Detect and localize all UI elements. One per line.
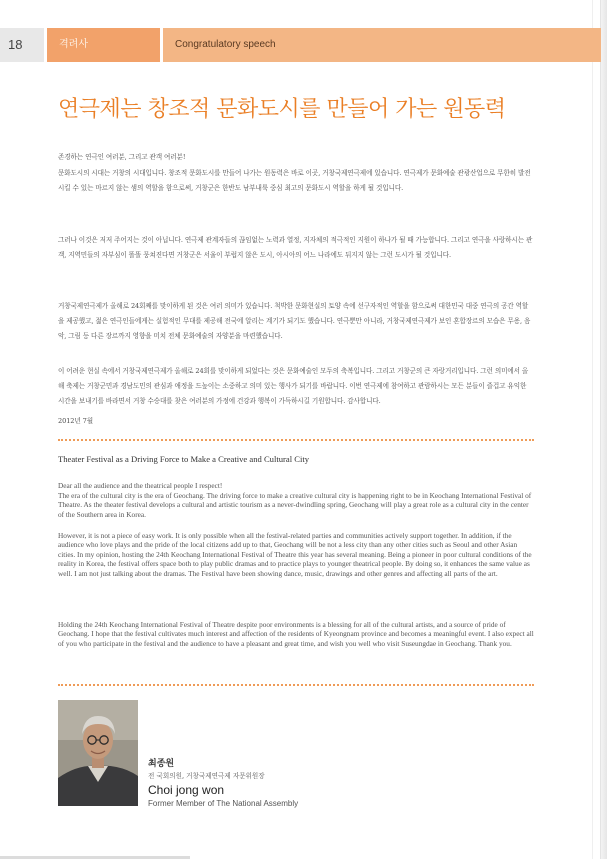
author-title-english: Former Member of The National Assembly: [148, 799, 299, 808]
dotted-divider-top: [58, 439, 534, 441]
english-paragraph-text: Dear all the audience and the theatrical people I respect! The era of the cultural city is the era of Geochang. The driving force to make a creative cultural city is happening right to be in Keochang International Festival of Theatre. As the theater festival develops a cultural and artistic tourism as a never-dwindling spring, Geochang will play a great role as a cultural city in the center of the Southern area in Korea.: [58, 481, 532, 519]
header-section-title: Congratulatory speech: [163, 28, 601, 62]
korean-paragraph-3: [58, 299, 534, 344]
english-paragraph-3: [58, 620, 534, 648]
korean-paragraph-text: 문화도시의 시대는 거창의 시대입니다. 창조적 문화도시를 만들어 나가는 원동력은 바로 이곳, 거창국제연극제에 있습니다. 연극제가 문화예술 관광산업으로 무한히 발전시킬 수 있는 마르지 않는 샘의 역할을 함으로써, 거창군은 한반도 남부내륙 중심 최고의 문화도시 역할을 하게 될 것입니다.: [58, 169, 531, 192]
page-edge: [601, 0, 607, 859]
korean-date-text: 2012년 7월: [58, 417, 94, 425]
page-edge-shadow: [592, 0, 593, 859]
korean-paragraph-text: 이 어려운 현실 속에서 거창국제연극제가 올해로 24회를 맞이하게 되었다는 것은 문화예술인 모두의 축복입니다. 그리고 거창군의 큰 자랑거리입니다. 그런 의미에서 올해 축제는 거창군민과 경남도민의 관심과 애정을 드높이는 소중하고 의미 있는 행사가 되기를 바랍니다. 이번 연극제에 참여하고 관람하시는 모든 분들이 즐겁고 유익한 시간을 보내기를 바라면서 거창 수승대를 찾은 여러분의 가정에 건강과 행복이 가득하시길 기원합니다. 감사합니다.: [58, 367, 529, 405]
author-name-english: Choi jong won: [148, 783, 225, 797]
english-paragraph-text: However, it is not a piece of easy work. It is only possible when all the festival-related parties and communities actively support together. In addition, if the audience who love plays and the pride of the local citizens add up to that, Geochang will be not a less city than any other cities such as Seoul and other Asian cities. In my opinion, hosting the 24th Keochang International Festival of Theatre this year has several meaning. Being a pioneer in poor cultural conditions of the reality in Korea, the festival offers space both to play public dramas and to practice plays to younger theatrical people. By doing so, it enhances the same value as well. I am not just talking about the dramas. The Festival have been showing dance, music, drawings and other genres and affecting all parts of the art.: [58, 531, 532, 578]
korean-paragraph-text: 그러나 이것은 저저 주어지는 것이 아닙니다. 연극제 관계자들의 끊임없는 노력과 열정, 지자체의 적극적인 지원이 하나가 될 때 가능합니다. 그리고 연극을 사랑하시는 관객, 지역민들의 자부심이 똘똘 뭉쳐진다면 거창군은 서울이 부럽지 않은 도시, 아시아의 어느 나라에도 뒤지지 않는 그런 도시가 될 것입니다.: [58, 236, 533, 259]
page-header: [0, 28, 601, 62]
korean-greeting: [58, 150, 534, 165]
english-paragraph-text: Holding the 24th Keochang International Festival of Theatre despite poor environments is a blessing for all of the cultural artists, and a source of pride of Geochang. I hope that the festival cultivates much interest and affection of the residents of Kyeongnam province and becomes a meaningful event. I also expect all of you who participate in the festival and the audience to have a pleasant and great time, and wish you well who visit Suseungdae in Geochang. Thank you.: [58, 620, 534, 648]
author-name-korean: 최종원: [148, 759, 175, 769]
dotted-divider-bottom: [58, 684, 534, 686]
korean-paragraph-1: [58, 166, 534, 196]
korean-paragraph-2: [58, 233, 534, 263]
korean-date: [58, 414, 534, 429]
english-paragraph-1: [58, 472, 534, 528]
english-paragraph-2: [58, 531, 534, 578]
korean-greeting-text: 존경하는 연극인 여러분, 그리고 관객 여러분!: [58, 153, 186, 161]
korean-title: 연극제는 창조적 문화도시를 만들어 가는 원동력: [58, 97, 506, 122]
author-portrait-image: [58, 700, 138, 806]
page-number: 18: [0, 28, 44, 62]
english-title: Theater Festival as a Driving Force to Make a Creative and Cultural City: [58, 454, 310, 464]
korean-paragraph-text: 거창국제연극제가 올해로 24회째를 맞이하게 된 것은 여러 의미가 있습니다. 척박한 문화현실의 토양 속에 선구자적인 역할을 함으로써 대한민국 대중 연극의 공간 역할을 제공했고, 젊은 연극인들에게는 실험적인 무대를 제공해 전국에 알리는 계기가 되기도 했습니다. 연극뿐만 아니라, 거창국제연극제가 보인 혼합장르의 모습은 무용, 음악, 그림 등 다른 장르까지 영향을 미치 전체 문화예술의 자양분을 마련했습니다.: [58, 302, 531, 340]
author-title-korean: 전 국회의원, 거창국제연극제 자문위원장: [148, 772, 265, 780]
header-category: 격려사: [47, 28, 160, 62]
korean-paragraph-4: [58, 364, 534, 409]
author-photo: [58, 700, 138, 806]
